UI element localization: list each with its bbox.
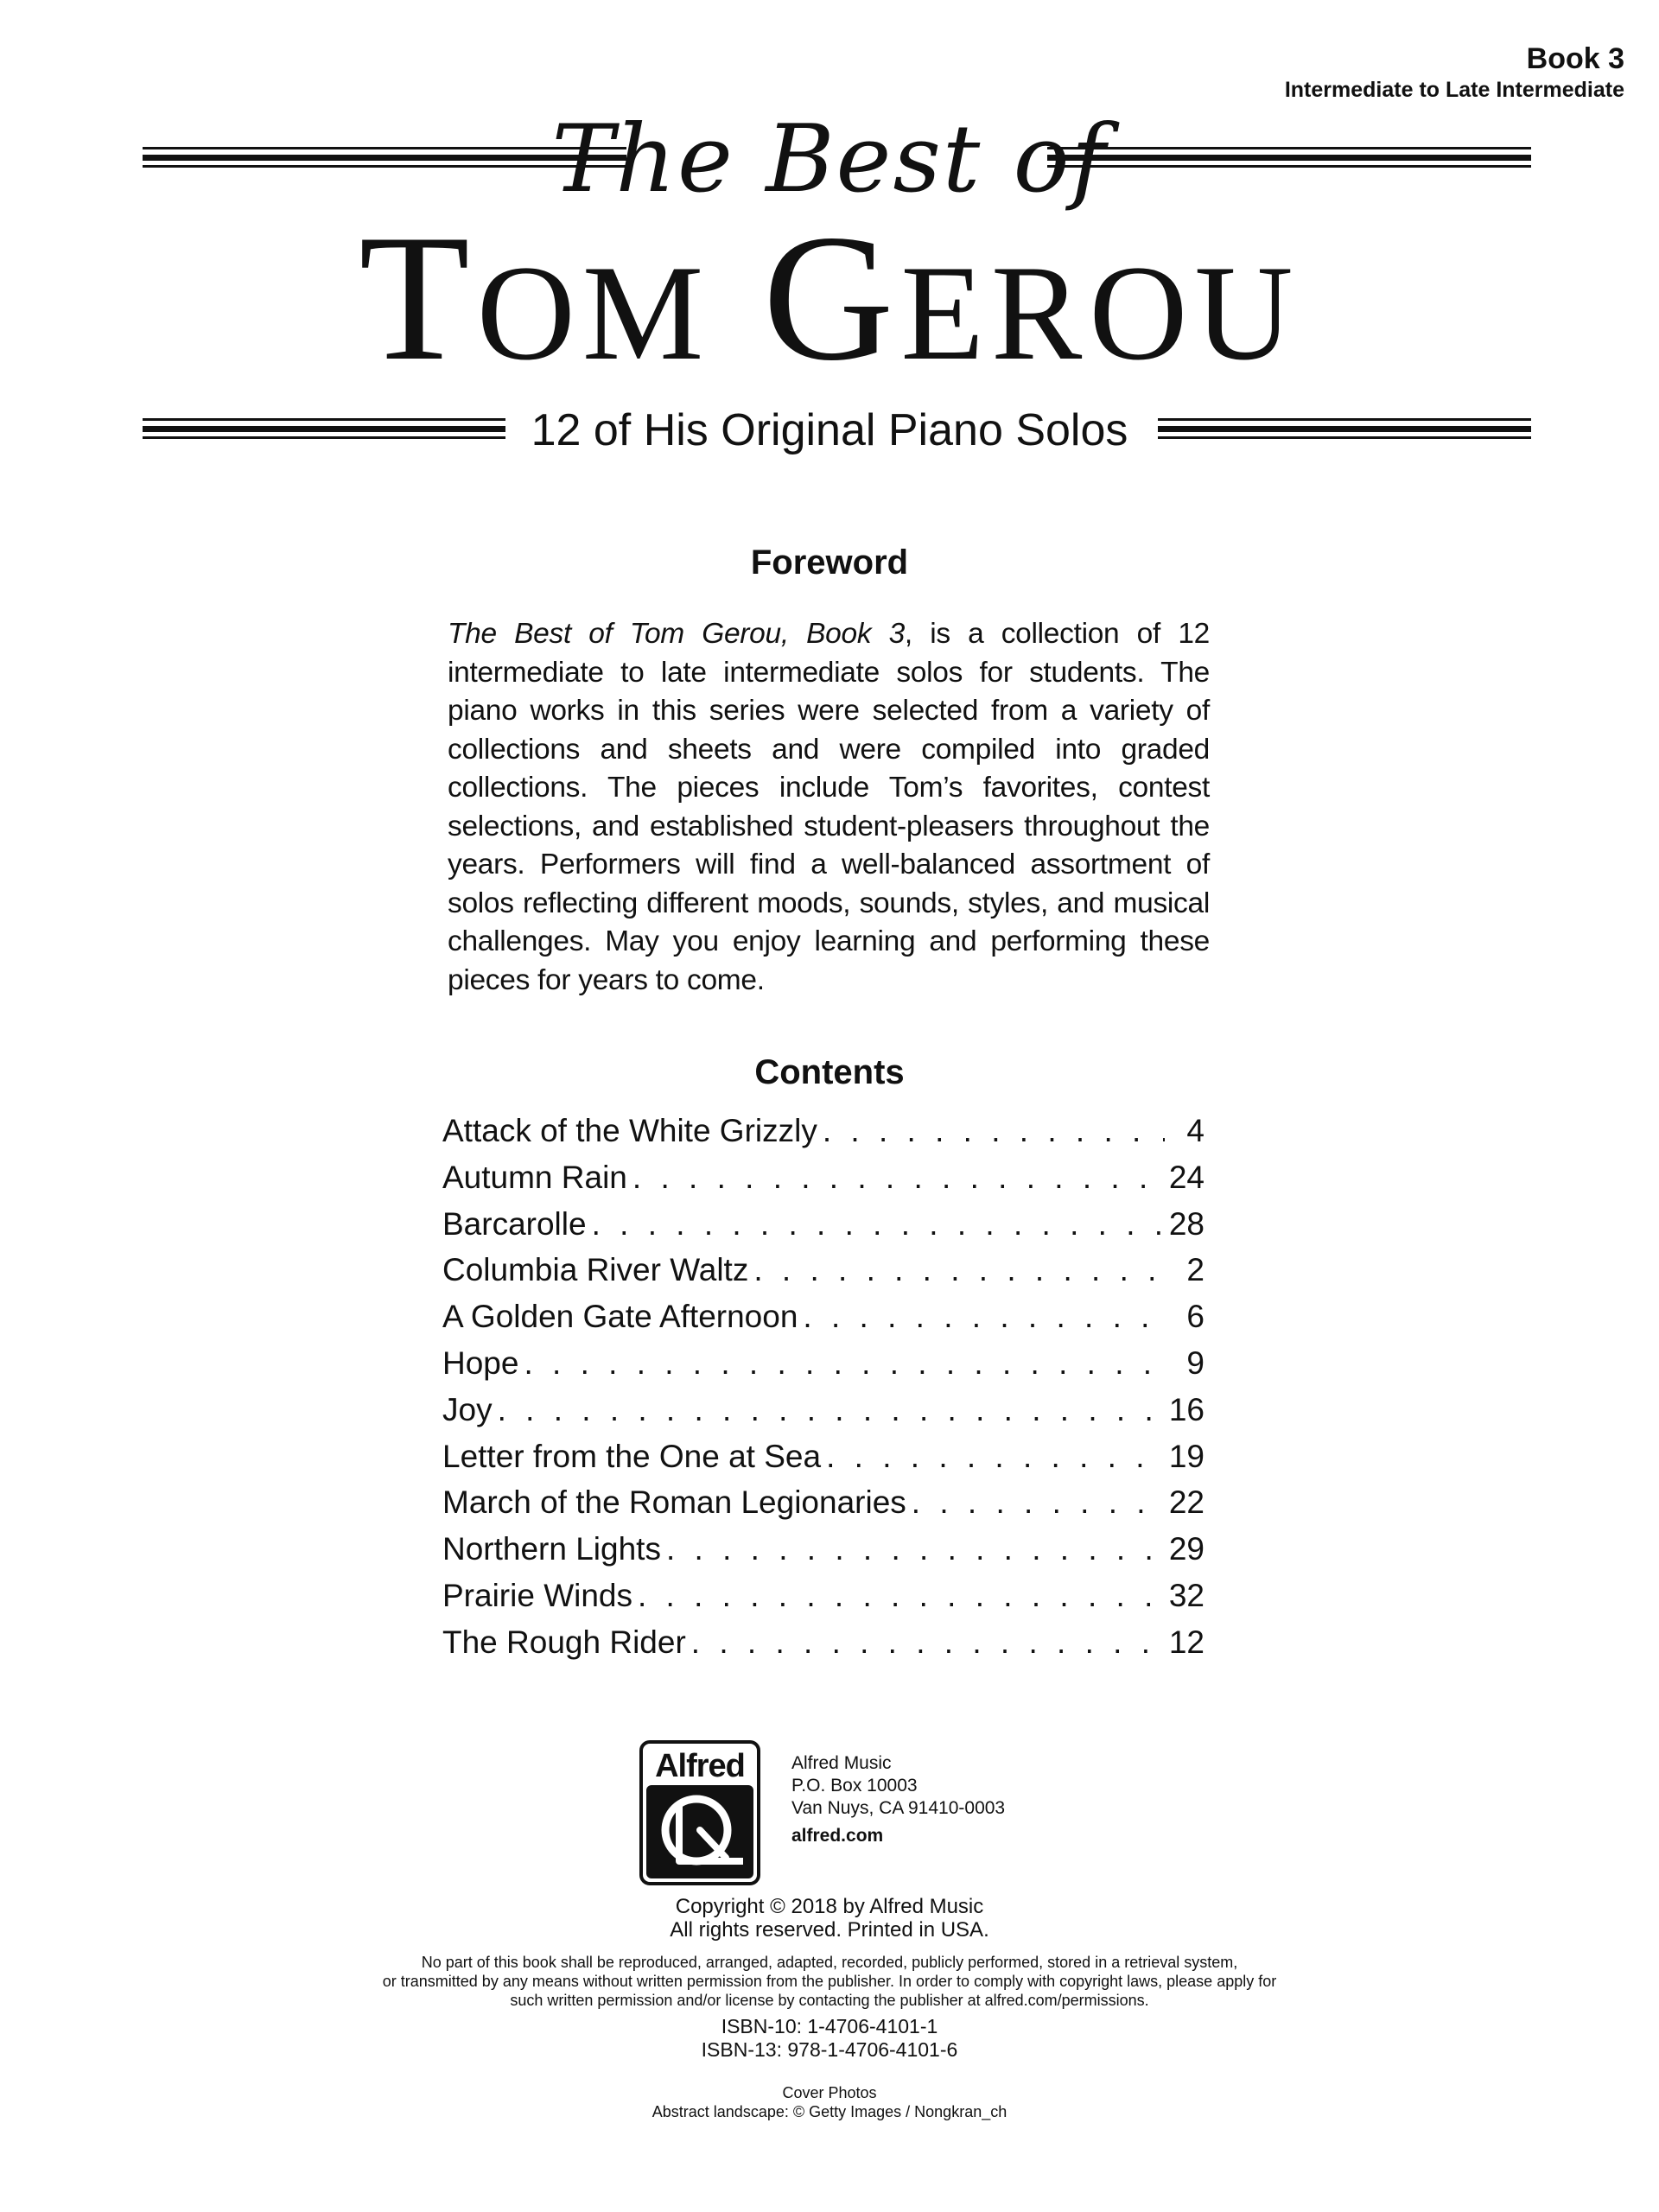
leader-dots [691,1619,1164,1666]
contents-item-title: Attack of the White Grizzly [442,1113,817,1148]
leader-dots [803,1294,1165,1340]
contents-item-title: Prairie Winds [442,1577,632,1613]
isbn-13: ISBN-13: 978-1-4706-4101-6 [701,2038,958,2061]
legal-line: No part of this book shall be reproduced, arranged, adapted, recorded, publicly performed, stored in a retrieval system, [421,1954,1238,1971]
credits-line: Abstract landscape: © Getty Images / Nongkran_ch [652,2103,1007,2120]
main-title-erou: EROU [900,238,1300,389]
rights-line: All rights reserved. Printed in USA. [670,1918,989,1942]
contents-item-title: The Rough Rider [442,1624,686,1660]
contents-item-page: 22 [1168,1484,1205,1521]
contents-item [442,1340,1205,1387]
alfred-logo-text: Alfred [655,1748,745,1784]
contents-list [442,1108,1205,1666]
contents-item-page: 19 [1168,1438,1205,1474]
contents-item [442,1433,1205,1480]
contents-item [442,1479,1205,1526]
contents-item [442,1247,1205,1294]
alfred-logo-icon [639,1740,760,1885]
isbn-10: ISBN-10: 1-4706-4101-1 [721,2015,938,2037]
contents-item-title: Letter from the One at Sea [442,1438,822,1474]
contents-item [442,1526,1205,1573]
foreword-text [448,615,1210,1000]
contents-item-page: 29 [1168,1531,1205,1567]
contents-item [442,1387,1205,1433]
contents-item-page: 2 [1186,1252,1205,1288]
leader-dots [666,1526,1164,1573]
foreword-body: , is a collection of 12 intermediate to late intermediate solos for students. The piano works in this series were selected from a variety of collections and sheets and were compiled into graded collections. The pieces include Tom’s favorites, contest selections, and established student-pleasers throughout the years. Performers will find a well-balanced assortment of solos reflecting different moods, sounds, styles, and musical challenges. May you enjoy learning and performing these pieces for years to come. [448,618,1210,996]
publisher-po-box: P.O. Box 10003 [791,1776,918,1796]
title-prefix: The Best of [551,105,1108,213]
publisher-name: Alfred Music [791,1753,892,1773]
leader-dots [592,1201,1164,1248]
credits-heading: Cover Photos [782,2084,877,2101]
leader-dots [632,1154,1164,1201]
contents-item-page: 28 [1168,1205,1205,1242]
leader-dots [826,1433,1164,1480]
contents-item [442,1573,1205,1619]
contents-item-page: 4 [1186,1113,1205,1148]
contents-item-page: 12 [1168,1624,1205,1660]
contents-item-page: 9 [1186,1344,1205,1381]
contents-item [442,1294,1205,1340]
leader-dots [912,1479,1164,1526]
contents-item-page: 24 [1168,1159,1205,1195]
contents-heading: Contents [754,1053,905,1091]
contents-item-title: Autumn Rain [442,1159,627,1195]
book-number: Book 3 [1526,42,1624,75]
foreword-book-title: The Best of Tom Gerou, Book 3 [448,618,905,650]
contents-item-title: Hope [442,1344,519,1381]
leader-dots [524,1340,1165,1387]
contents-item-title: Northern Lights [442,1531,661,1567]
contents-item-page: 16 [1168,1391,1205,1427]
contents-item [442,1108,1205,1154]
publisher-city: Van Nuys, CA 91410-0003 [791,1798,1006,1818]
main-title [0,199,1659,413]
main-title-om: OM [476,238,711,389]
alfred-logo [639,1740,760,1885]
leader-dots [498,1387,1164,1433]
contents-item-title: March of the Roman Legionaries [442,1484,906,1521]
contents-item-page: 32 [1168,1577,1205,1613]
legal-line: such written permission and/or license by contacting the publisher at alfred.com/permissions. [510,1992,1149,2009]
foreword-heading: Foreword [750,543,909,582]
publisher-url: alfred.com [791,1826,884,1846]
legal-line: or transmitted by any means without written permission from the publisher. In order to comply with copyright laws, please apply for [382,1973,1277,1990]
main-title-g: G [762,198,901,398]
publisher-address [791,1752,1005,1847]
legal-notice [207,1953,1452,2010]
leader-dots [638,1573,1164,1619]
contents-item-title: Joy [442,1391,493,1427]
contents-item [442,1154,1205,1201]
photo-credits [0,2083,1659,2121]
main-title-t: T [359,198,477,398]
copyright-line: Copyright © 2018 by Alfred Music [675,1895,984,1918]
leader-dots [753,1247,1165,1294]
leader-dots [823,1108,1165,1154]
contents-item-title: A Golden Gate Afternoon [442,1299,798,1335]
book-label [1285,41,1624,104]
contents-item-title: Columbia River Waltz [442,1252,749,1288]
level-label: Intermediate to Late Intermediate [1284,78,1624,102]
isbn-block [0,2015,1659,2062]
contents-item [442,1201,1205,1248]
subtitle: 12 of His Original Piano Solos [531,405,1128,455]
contents-item-page: 6 [1186,1299,1205,1335]
contents-item [442,1619,1205,1666]
contents-item-title: Barcarolle [442,1205,587,1242]
copyright-notice [0,1895,1659,1942]
